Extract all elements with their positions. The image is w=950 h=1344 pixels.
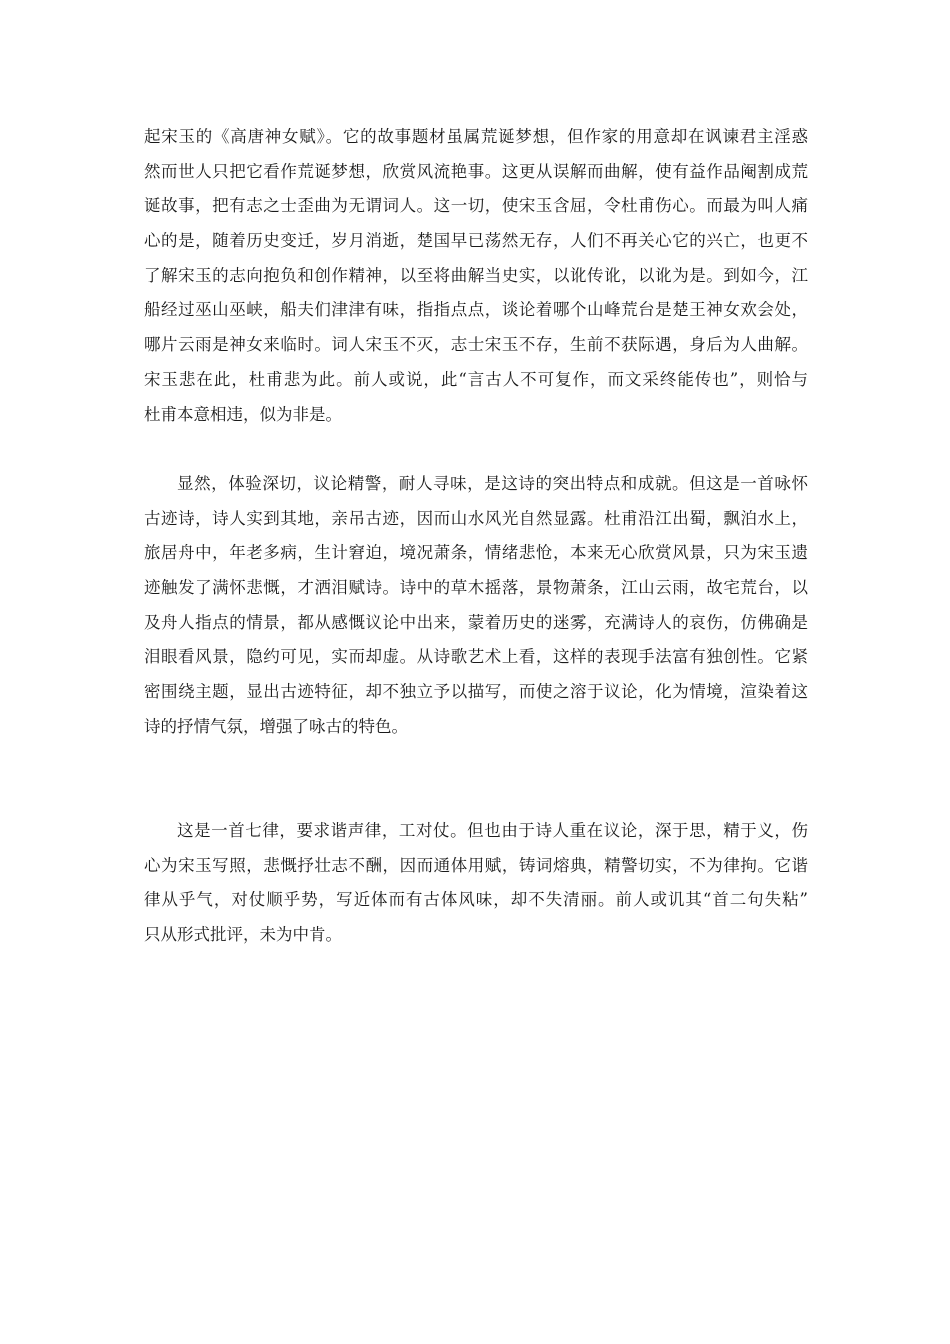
text-line: 宋玉悲在此，杜甫悲为此。前人或说，此“言古人不可复作，而文采终能传也”，则恰与 [144,369,808,389]
text-line: 显然，体验深切，议论精警，耐人寻味，是这诗的突出特点和成就。但这是一首咏怀 [177,474,808,493]
text-line: 哪片云雨是神女来临时。词人宋玉不灭，志士宋玉不存，生前不获际遇，身后为人曲解。 [144,335,808,355]
text-line: 心的是，随着历史变迁，岁月消逝，楚国早已荡然无存，人们不再关心它的兴亡，也更不 [144,231,808,251]
text-line: 心为宋玉写照，悲慨抒壮志不酬，因而通体用赋，铸词熔典，精警切实，不为律拘。它谐 [144,855,808,875]
text-line: 古迹诗，诗人实到其地，亲吊古迹，因而山水风光自然显露。杜甫沿江出蜀，飘泊水上， [144,508,808,528]
text-line: 迹触发了满怀悲慨，才洒泪赋诗。诗中的草木摇落，景物萧条，江山云雨，故宅荒台，以 [144,578,808,598]
text-line: 这是一首七律，要求谐声律，工对仗。但也由于诗人重在议论，深于思，精于义，伤 [177,821,808,840]
text-line: 了解宋玉的志向抱负和创作精神，以至将曲解当史实，以讹传讹，以讹为是。到如今，江 [144,265,808,285]
text-line: 起宋玉的《高唐神女赋》。它的故事题材虽属荒诞梦想，但作家的用意却在讽谏君主淫惑 [144,127,808,146]
text-line: 诗的抒情气氛，增强了咏古的特色。 [144,716,408,736]
paragraph-3 [144,814,808,953]
text-line: 然而世人只把它看作荒诞梦想，欣赏风流艳事。这更从误解而曲解，使有益作品阉割成荒 [144,161,808,181]
text-line: 旅居舟中，年老多病，生计窘迫，境况萧条，情绪悲怆，本来无心欣赏风景，只为宋玉遗 [144,543,808,563]
text-line: 杜甫本意相违，似为非是。 [144,404,342,424]
text-line: 诞故事，把有志之士歪曲为无谓词人。这一切，使宋玉含屈，令杜甫伤心。而最为叫人痛 [144,196,808,216]
text-line: 及舟人指点的情景，都从感慨议论中出来，蒙着历史的迷雾，充满诗人的哀伤，仿佛确是 [144,612,808,632]
paragraph-2 [144,467,808,745]
text-line: 密围绕主题，显出古迹特征，却不独立予以描写，而使之溶于议论，化为情境，渲染着这 [144,682,808,702]
text-line: 泪眼看风景，隐约可见，实而却虚。从诗歌艺术上看，这样的表现手法富有独创性。它紧 [144,647,808,667]
text-line: 船经过巫山巫峡，船夫们津津有味，指指点点，谈论着哪个山峰荒台是楚王神女欢会处， [144,300,808,320]
text-line: 律从乎气，对仗顺乎势，写近体而有古体风味，却不失清丽。前人或讥其“首二句失粘” [144,890,808,910]
text-line: 只从形式批评，未为中肯。 [144,925,342,945]
paragraph-1 [144,120,808,432]
